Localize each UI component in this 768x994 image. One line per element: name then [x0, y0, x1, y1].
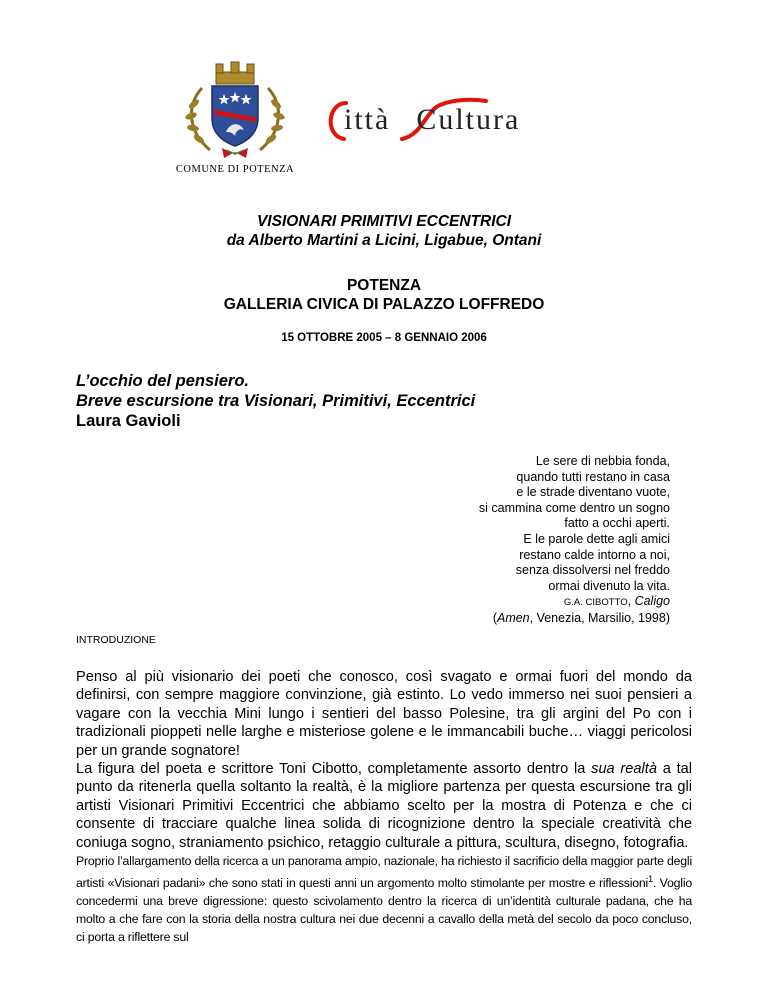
- paragraph: [76, 852, 692, 946]
- citta-wordmark-left: ittà: [344, 103, 391, 136]
- epigraph-line: restano calde intorno a noi,: [519, 547, 670, 562]
- venue-city: POTENZA: [346, 277, 422, 294]
- introduction-text: [76, 668, 692, 946]
- comune-caption: COMUNE DI POTENZA: [175, 164, 295, 175]
- epigraph-attribution: [479, 594, 670, 611]
- epigraph-work: Caligo: [634, 594, 670, 609]
- epigraph-line: Le sere di nebbia fonda,: [535, 454, 670, 468]
- epigraph-line: E le parole dette agli amici: [523, 531, 670, 546]
- epigraph-source-title: Amen: [496, 610, 530, 625]
- section-label: INTRODUZIONE: [76, 634, 156, 646]
- essay-title-line2: Breve escursione tra Visionari, Primitivi, Eccentrici: [76, 392, 476, 410]
- epigraph-source-rest: , Venezia, Marsilio, 1998): [529, 610, 670, 625]
- comune-di-potenza-logo: [150, 60, 320, 178]
- citta-cultura-logo: [322, 95, 612, 145]
- epigraph-author: G.A. CIBOTTO: [563, 597, 628, 609]
- essay-heading: [76, 371, 475, 431]
- footnote-ref[interactable]: 1: [648, 874, 653, 885]
- paragraph-text: a tal punto da ritenerla quella soltanto la realtà, è la migliore partenza per questa escursione tra gli artisti Visionari Primitivi Eccentrici che abbiamo scelto per la mostra di Potenza e che ci consente di tracciare qualche linea solida di ricognizione dentro la speciale creatività che coniuga sogno, straniamento psichico, retaggio culturale a pittura, scultura, disegno, fotografia.: [76, 761, 693, 851]
- paragraph-text: Proprio l’allargamento della ricerca a un panorama ampio, nazionale, ha richiesto il sacrificio della maggior parte degli artisti «Visionari padani» che sono stati in questi anni un argomento molto stimolante per mostre e riflessioni: [76, 854, 692, 891]
- paragraph: [76, 760, 692, 852]
- paragraph-text: . Voglio concedermi una breve digressione: questo scivolamento dentro la ricerca di un’identità culturale padana, che ha molto a che fare con la storia della nostra cultura nei due decenni a cavallo della metà del secolo da poco concluso, ci porta a riflettere sul: [76, 876, 692, 945]
- epigraph-line: fatto a occhi aperti.: [564, 516, 670, 531]
- epigraph-source-open: (: [492, 610, 497, 625]
- exhibition-venue: [0, 276, 768, 314]
- epigraph-source: [479, 611, 670, 627]
- exhibition-title-line1: VISIONARI PRIMITIVI ECCENTRICI: [256, 213, 512, 230]
- citta-wordmark-right: Cultura: [416, 103, 521, 136]
- epigraph-line: e le strade diventano vuote,: [516, 485, 670, 500]
- exhibition-dates: 15 OTTOBRE 2005 – 8 GENNAIO 2006: [281, 332, 487, 344]
- epigraph-separator: ,: [627, 594, 635, 609]
- exhibition-title: [0, 212, 768, 250]
- paragraph-text: La figura del poeta e scrittore Toni Cibotto, completamente assorto dentro la: [76, 761, 592, 778]
- venue-gallery: GALLERIA CIVICA DI PALAZZO LOFFREDO: [223, 296, 545, 313]
- epigraph-line: ormai divenuto la vita.: [548, 578, 670, 593]
- essay-title-line1: L’occhio del pensiero.: [76, 372, 249, 390]
- epigraph: [479, 454, 670, 627]
- city-crest-icon: [180, 60, 290, 162]
- emphasis: sua realtà: [591, 761, 657, 778]
- epigraph-line: quando tutti restano in casa: [516, 469, 670, 484]
- paragraph: Penso al più visionario dei poeti che conosco, così svagato e ormai fuori del mondo da definirsi, con sempre maggiore convinzione, già estinto. Lo vedo immerso nei suoi pensieri a vagare con la vecchia Mini lungo i sentieri del basso Polesine, tra gli argini del Po con i tradizionali pioppeti nelle larghe e misteriose golene e le immancabili buche… viaggi pericolosi per un grande sognatore!: [76, 669, 692, 759]
- essay-author: Laura Gavioli: [76, 412, 181, 430]
- exhibition-title-line2: da Alberto Martini a Licini, Ligabue, Ontani: [226, 232, 542, 249]
- epigraph-line: si cammina come dentro un sogno: [478, 500, 670, 515]
- epigraph-line: senza dissolversi nel freddo: [515, 563, 670, 578]
